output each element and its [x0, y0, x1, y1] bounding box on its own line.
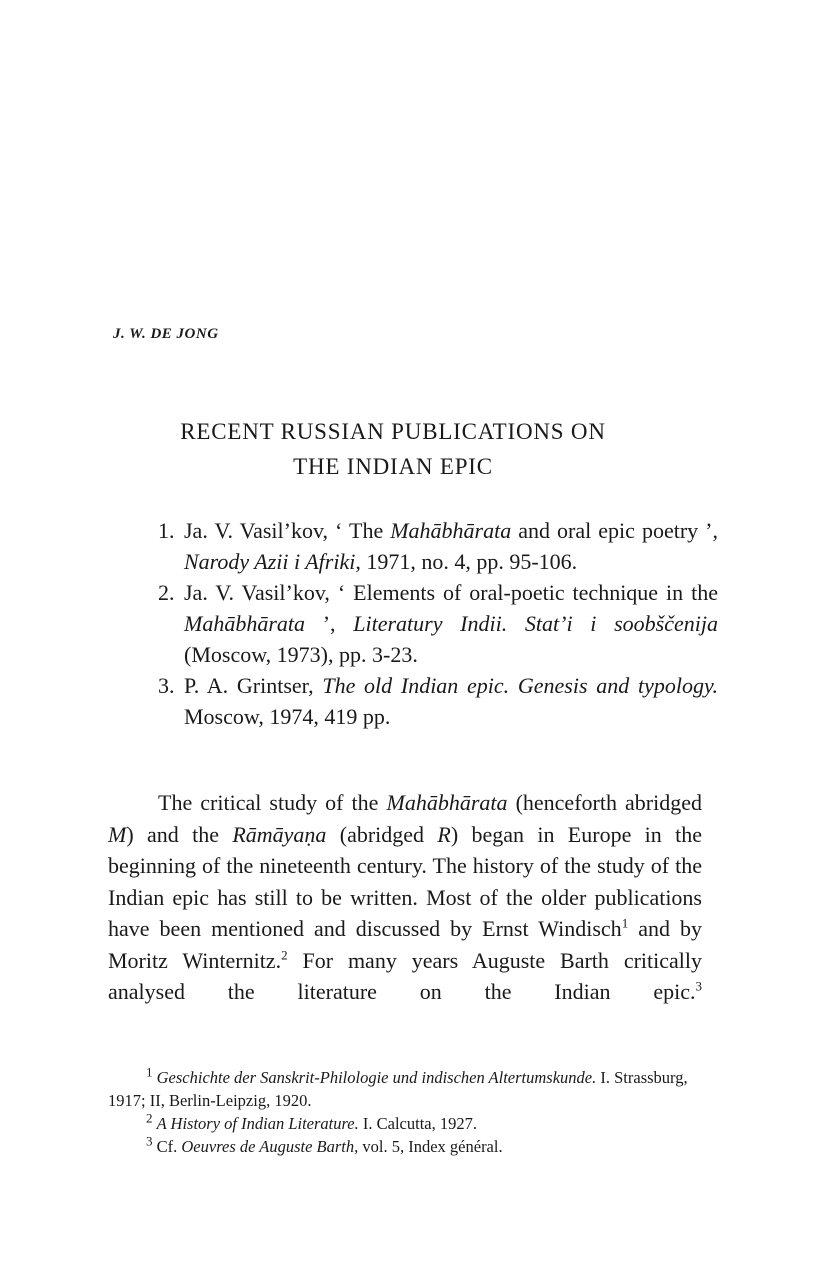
reference-number: 3.	[158, 673, 175, 698]
running-head-author: J. W. DE JONG	[113, 326, 219, 342]
footnote: $^3$ Cf. Oeuvres de Auguste Barth, vol. 5, Index général.	[146, 1133, 503, 1156]
reference-item: 3. P. A. Grintser, The old Indian epic. Genesis and typology. Moscow, 1974, 419 pp.	[158, 670, 718, 732]
footnote: $^2$ A History of Indian Literature. I. Calcutta, 1927.	[146, 1110, 477, 1133]
reference-item: 2. Ja. V. Vasil’kov, ‘ Elements of oral-poetic technique in the Mahābhārata ’, Literatury Indii. Stat’i i soobščenija (Moscow, 1973), pp. 3-23.	[158, 577, 718, 670]
footnote-ref: 3	[695, 978, 702, 994]
footnote: $^1$ Geschichte der Sanskrit-Philologie und indischen Altertumskunde. I. Strassburg, 1917; II, Berlin-Leipzig, 1920.	[108, 1064, 688, 1110]
body-text	[108, 787, 702, 1008]
title-line-2: THE INDIAN EPIC	[293, 454, 493, 479]
footnotes	[108, 1066, 702, 1158]
reference-number: 2.	[158, 580, 175, 605]
footnote-ref: 1	[621, 915, 629, 931]
paragraph: The critical study of the Mahābhārata (henceforth abridged M) and the Rāmāyaṇa (abridged R) began in Europe in the beginning of the nineteenth century. The history of the study of the Indian epic has still to be written. Most of the older publications have been mentioned and discussed by Ernst Windisch$^1$ and by Moritz Winternitz.$^2$ For many years Auguste Barth critically analysed the literature on the Indian epic.$^3$	[108, 790, 703, 1004]
footnote-ref: 2	[281, 947, 288, 963]
reference-number: 1.	[158, 518, 175, 543]
title-line-1: RECENT RUSSIAN PUBLICATIONS ON	[180, 419, 606, 444]
reference-list	[158, 515, 718, 732]
article-title	[0, 414, 778, 484]
reference-item: 1. Ja. V. Vasil’kov, ‘ The Mahābhārata and oral epic poetry ’, Narody Azii i Afriki, 1971, no. 4, pp. 95-106.	[158, 515, 718, 577]
